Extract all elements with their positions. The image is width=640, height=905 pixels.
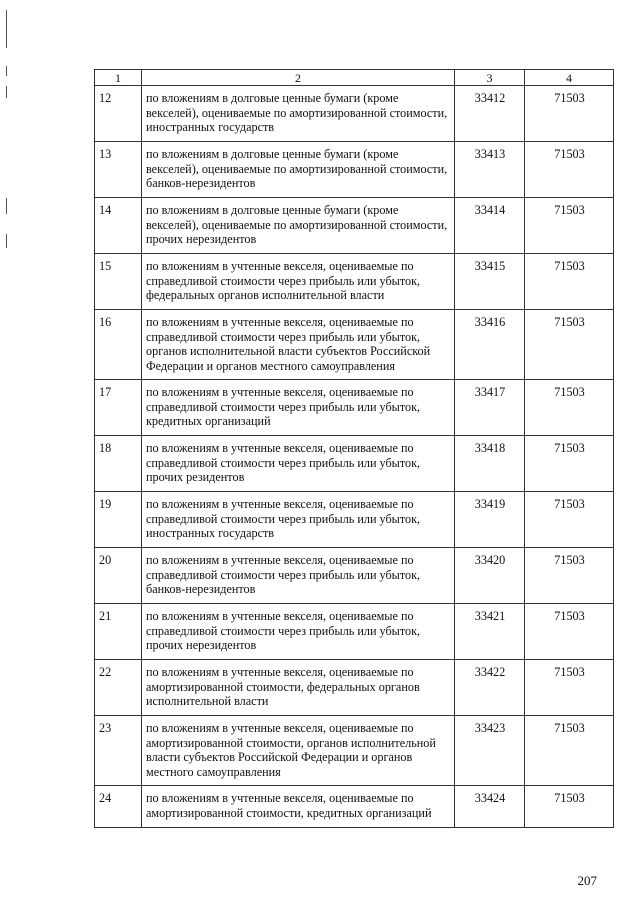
row-code: 33415: [455, 254, 525, 310]
table-row: [95, 86, 614, 142]
table-row: [95, 548, 614, 604]
row-number: 22: [95, 660, 142, 716]
row-description: по вложениям в учтенные векселя, оцениваемые по справедливой стоимости через прибыль или убыток, кредитных организаций: [142, 380, 455, 436]
table-row: [95, 492, 614, 548]
row-description: по вложениям в учтенные векселя, оцениваемые по справедливой стоимости через прибыль или убыток, прочих резидентов: [142, 436, 455, 492]
scan-artifact: [6, 86, 7, 98]
row-account: 71503: [525, 142, 614, 198]
row-code: 33413: [455, 142, 525, 198]
row-description: по вложениям в долговые ценные бумаги (кроме векселей), оцениваемые по амортизированной стоимости, банков-нерезидентов: [142, 142, 455, 198]
row-number: 16: [95, 310, 142, 380]
row-description: по вложениям в учтенные векселя, оцениваемые по справедливой стоимости через прибыль или убыток, прочих нерезидентов: [142, 604, 455, 660]
row-number: 21: [95, 604, 142, 660]
row-description: по вложениям в учтенные векселя, оцениваемые по справедливой стоимости через прибыль или убыток, органов исполнительной власти субъектов Российской Федерации и органов местного самоуправления: [142, 310, 455, 380]
row-number: 24: [95, 786, 142, 828]
column-header: 4: [525, 70, 614, 86]
scan-artifact: [6, 198, 7, 214]
table-row: [95, 380, 614, 436]
row-account: 71503: [525, 198, 614, 254]
row-number: 12: [95, 86, 142, 142]
row-code: 33419: [455, 492, 525, 548]
row-code: 33418: [455, 436, 525, 492]
row-account: 71503: [525, 254, 614, 310]
row-account: 71503: [525, 86, 614, 142]
row-account: 71503: [525, 604, 614, 660]
table-row: [95, 254, 614, 310]
row-account: 71503: [525, 492, 614, 548]
row-number: 20: [95, 548, 142, 604]
row-account: 71503: [525, 716, 614, 786]
row-account: 71503: [525, 548, 614, 604]
scan-artifact: [6, 10, 7, 48]
row-number: 23: [95, 716, 142, 786]
row-code: 33422: [455, 660, 525, 716]
row-number: 17: [95, 380, 142, 436]
scan-artifact: [6, 234, 7, 248]
table-row: [95, 660, 614, 716]
row-code: 33412: [455, 86, 525, 142]
row-number: 18: [95, 436, 142, 492]
table-row: [95, 142, 614, 198]
row-description: по вложениям в учтенные векселя, оцениваемые по амортизированной стоимости, федеральных органов исполнительной власти: [142, 660, 455, 716]
row-account: 71503: [525, 380, 614, 436]
row-code: 33417: [455, 380, 525, 436]
row-description: по вложениям в учтенные векселя, оцениваемые по справедливой стоимости через прибыль или убыток, иностранных государств: [142, 492, 455, 548]
row-description: по вложениям в учтенные векселя, оцениваемые по амортизированной стоимости, органов исполнительной власти субъектов Российской Федерации и органов местного самоуправления: [142, 716, 455, 786]
row-number: 14: [95, 198, 142, 254]
row-description: по вложениям в учтенные векселя, оцениваемые по справедливой стоимости через прибыль или убыток, федеральных органов исполнительной власти: [142, 254, 455, 310]
page-number: 207: [577, 873, 597, 888]
table-row: [95, 604, 614, 660]
scan-artifact: [6, 66, 7, 76]
row-description: по вложениям в учтенные векселя, оцениваемые по справедливой стоимости через прибыль или убыток, банков-нерезидентов: [142, 548, 455, 604]
row-code: 33423: [455, 716, 525, 786]
row-code: 33414: [455, 198, 525, 254]
row-number: 15: [95, 254, 142, 310]
table-row: [95, 716, 614, 786]
row-description: по вложениям в учтенные векселя, оцениваемые по амортизированной стоимости, кредитных организаций: [142, 786, 455, 828]
table-header-row: [95, 70, 614, 86]
table-row: [95, 436, 614, 492]
row-description: по вложениям в долговые ценные бумаги (кроме векселей), оцениваемые по амортизированной стоимости, прочих нерезидентов: [142, 198, 455, 254]
table-row: [95, 310, 614, 380]
column-header: 2: [142, 70, 455, 86]
accounts-table: [94, 69, 614, 828]
row-account: 71503: [525, 786, 614, 828]
row-account: 71503: [525, 436, 614, 492]
row-code: 33420: [455, 548, 525, 604]
column-header: 1: [95, 70, 142, 86]
row-code: 33424: [455, 786, 525, 828]
row-number: 19: [95, 492, 142, 548]
column-header: 3: [455, 70, 525, 86]
row-number: 13: [95, 142, 142, 198]
row-code: 33416: [455, 310, 525, 380]
table-row: [95, 198, 614, 254]
row-account: 71503: [525, 310, 614, 380]
row-account: 71503: [525, 660, 614, 716]
table-row: [95, 786, 614, 828]
row-code: 33421: [455, 604, 525, 660]
row-description: по вложениям в долговые ценные бумаги (кроме векселей), оцениваемые по амортизированной стоимости, иностранных государств: [142, 86, 455, 142]
